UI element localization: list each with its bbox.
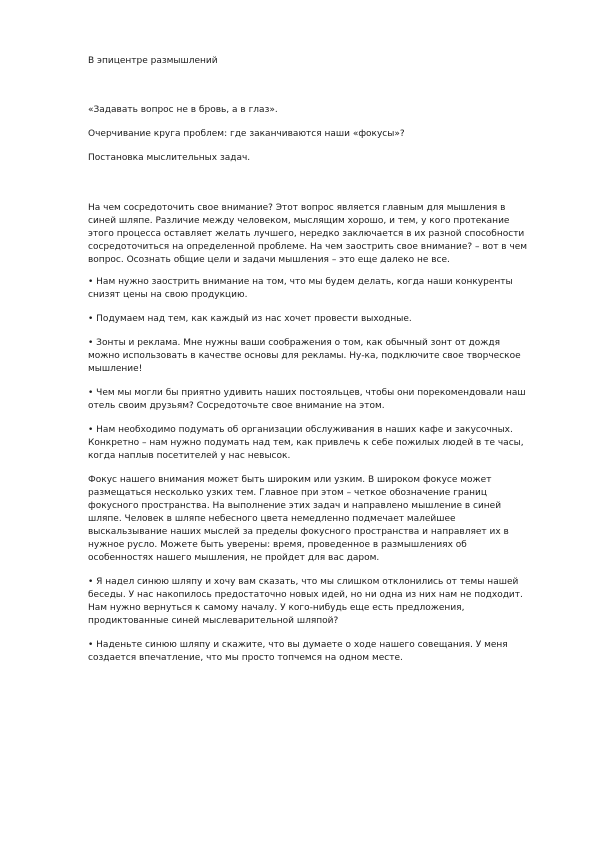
document-page [88, 55, 528, 674]
bullet-paragraph: • Чем мы могли бы приятно удивить наших постояльцев, чтобы они порекомендовали наш отель своим друзьям? Сосредоточьте свое внимание на этом. [88, 388, 526, 411]
bullet-paragraph: • Нам необходимо подумать об организации обслуживания в наших кафе и закусочных. Конкретно – нам нужно подумать над тем, как привлечь к себе пожилых людей в те часы, когда наплыв посетителей у нас невысок. [88, 425, 524, 461]
bullet-paragraph: • Наденьте синюю шляпу и скажите, что вы думаете о ходе нашего совещания. У меня создается впечатление, что мы просто топчемся на одном месте. [88, 640, 508, 663]
bullet-paragraph: • Нам нужно заострить внимание на том, что мы будем делать, когда наши конкуренты снизят цены на свою продукцию. [88, 277, 513, 300]
body-paragraph: Фокус нашего внимания может быть широким или узким. В широком фокусе может размещаться несколько узких тем. Главное при этом – четкое обозначение границ фокусного пространства. На выполнение этих задач и направлено мышление в синей шляпе. Человек в шляпе небесного цвета немедленно подмечает малейшее выскальзывание наших мыслей за пределы фокусного пространства и направляет их в нужное русло. Можете быть уверены: время, проведенное в размышлениях об особенностях нашего мышления, не пройдет для вас даром. [88, 475, 509, 563]
heading-line: Постановка мыслительных задач. [88, 153, 251, 163]
bullet-paragraph: • Зонты и реклама. Мне нужны ваши соображения о том, как обычный зонт от дождя можно использовать в качестве основы для рекламы. Ну-ка, подключите свое творческое мышление! [88, 338, 521, 374]
bullet-paragraph: • Я надел синюю шляпу и хочу вам сказать, что мы слишком отклонились от темы нашей беседы. У нас накопилось предостаточно новых идей, но ни одна из них нам не подходит. Нам нужно вернуться к самому началу. У кого-нибудь еще есть предложения, продиктованные синей мыслеварительной шляпой? [88, 577, 523, 626]
heading-line: Очерчивание круга проблем: где заканчиваются наши «фокусы»? [88, 129, 405, 139]
bullet-paragraph: • Подумаем над тем, как каждый из нас хочет провести выходные. [88, 314, 412, 324]
heading-line: «Задавать вопрос не в бровь, а в глаз». [88, 105, 278, 115]
document-title: В эпицентре размышлений [88, 56, 218, 66]
body-paragraph: На чем сосредоточить свое внимание? Этот вопрос является главным для мышления в синей шляпе. Различие между человеком, мыслящим хорошо, и тем, у кого протекание этого процесса оставляет желать лучшего, нередко заключается в их разной способности сосредоточиться на определенной проблеме. На чем заострить свое внимание? – вот в чем вопрос. Осознать общие цели и задачи мышления – это еще далеко не все. [88, 203, 528, 265]
